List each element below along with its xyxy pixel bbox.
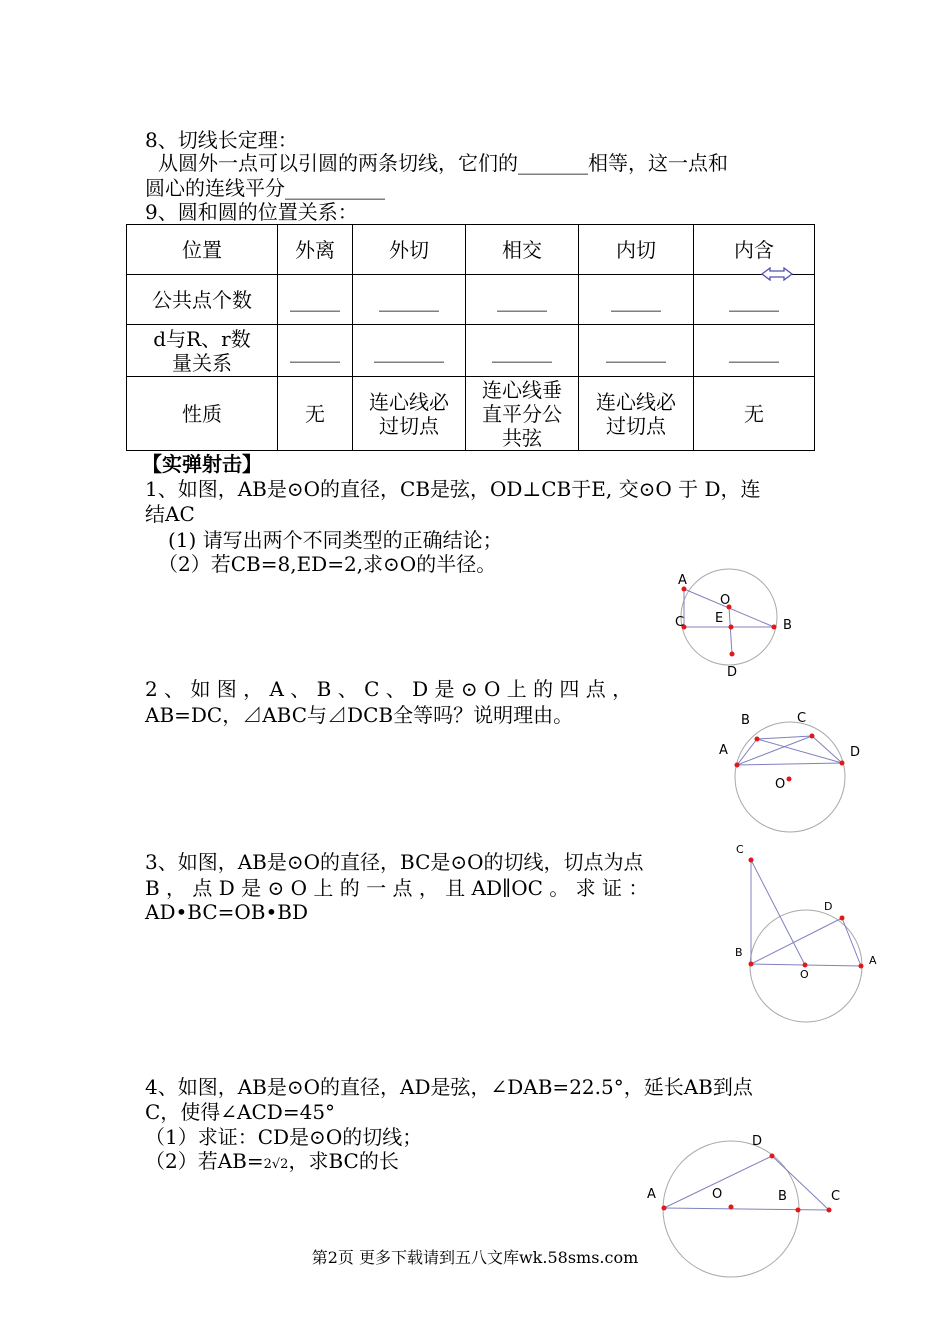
answer-blank: _____	[694, 325, 815, 377]
q1-label-d: D	[727, 665, 738, 680]
q4-line2: C，使得∠ACD=45°	[145, 1100, 336, 1124]
answer-blank: _______	[353, 325, 466, 377]
q4-label-d: D	[752, 1134, 763, 1149]
answer-blank: ______	[466, 325, 579, 377]
table-header-cell	[694, 225, 815, 275]
q4-part2-prefix: （2）若AB=	[145, 1149, 264, 1173]
q1-point-d	[730, 652, 735, 657]
q2-label-d: D	[850, 745, 861, 760]
q2-label-b: B	[741, 713, 750, 728]
q4-point-a	[662, 1206, 667, 1211]
row-label-common-points: 公共点个数	[127, 275, 278, 325]
property-line: 共弦	[502, 425, 542, 450]
property-cell	[579, 377, 694, 451]
q3-point-d	[840, 916, 845, 921]
answer-blank: _____	[278, 325, 353, 377]
q2-point-o	[787, 777, 792, 782]
q2-figure	[712, 705, 872, 835]
q4-part1: （1）求证：CD是⊙O的切线；	[145, 1125, 423, 1149]
q3-label-b: B	[735, 946, 743, 959]
q1-label-o: O	[720, 593, 731, 608]
section9-title: 9、圆和圆的位置关系：	[145, 200, 358, 224]
q1-part1: (1) 请写出两个不同类型的正确结论；	[168, 528, 503, 552]
section8-line2: 圆心的连线平分__________	[145, 176, 385, 200]
q2-label-o: O	[775, 777, 786, 792]
answer-blank: _____	[694, 275, 815, 325]
property-cell	[353, 377, 466, 451]
property-line: 连心线必	[596, 389, 676, 414]
property-line: 连心线必	[369, 389, 449, 414]
q4-part2	[145, 1149, 399, 1177]
practice-heading: 【实弹射击】	[142, 452, 262, 476]
q1-label-a: A	[678, 573, 687, 588]
q4-point-c	[827, 1208, 832, 1213]
row-label-line: 量关系	[172, 350, 232, 375]
property-line: 直平分公	[482, 401, 562, 426]
q4-label-b: B	[778, 1189, 787, 1204]
q3-label-d: D	[824, 900, 833, 913]
table-header-cell: 相交	[466, 225, 579, 275]
q3-line2: B ， 点 D 是 ⊙ O 上 的 一 点 ， 且 AD∥OC 。 求 证 ：	[145, 876, 649, 900]
q3-point-b	[749, 962, 754, 967]
q2-line1: 2 、 如 图 ， A 、 B 、 C 、 D 是 ⊙ O 上 的 四 点 ，	[145, 677, 633, 701]
answer-blank: _____	[579, 275, 694, 325]
q1-point-b	[772, 625, 777, 630]
q2-label-c: C	[797, 711, 807, 726]
q3-figure	[728, 838, 888, 1028]
q4-part2-suffix: ，求BC的长	[288, 1149, 399, 1173]
q4-label-c: C	[831, 1189, 841, 1204]
row-label-line: d与R、r数	[153, 326, 251, 351]
property-line: 无	[305, 401, 325, 426]
q1-line2: 结AC	[145, 502, 195, 526]
q3-point-a	[859, 964, 864, 969]
property-cell	[278, 377, 353, 451]
q4-label-o: O	[712, 1187, 723, 1202]
property-line: 连心线垂	[482, 377, 562, 402]
answer-blank: ______	[353, 275, 466, 325]
row-label-relation	[127, 325, 278, 377]
property-cell	[466, 377, 579, 451]
q3-label-a: A	[869, 954, 877, 967]
q1-figure	[670, 560, 810, 690]
section8-title: 8、切线长定理：	[145, 128, 298, 152]
q3-point-c	[749, 858, 754, 863]
q4-ab-value: 2√2	[263, 1157, 289, 1172]
table-header-cell: 外离	[278, 225, 353, 275]
property-line: 过切点	[379, 413, 439, 438]
header-label-neihan: 内含	[734, 237, 774, 262]
q3-line3: AD•BC=OB•BD	[145, 900, 309, 924]
table-header-cell: 内切	[579, 225, 694, 275]
q4-point-b	[796, 1208, 801, 1213]
row-label-property: 性质	[127, 377, 278, 451]
property-line: 无	[744, 401, 764, 426]
q2-point-c	[810, 734, 815, 739]
q3-line1: 3、如图，AB是⊙O的直径，BC是⊙O的切线，切点为点	[145, 850, 644, 874]
q2-label-a: A	[719, 743, 728, 758]
q4-line1: 4、如图，AB是⊙O的直径，AD是弦，∠DAB=22.5°，延长AB到点	[145, 1075, 753, 1099]
q1-label-b: B	[783, 618, 792, 633]
q4-point-d	[770, 1154, 775, 1159]
q2-point-d	[840, 761, 845, 766]
q4-point-o	[729, 1205, 734, 1210]
double-arrow-icon	[760, 267, 794, 281]
answer-blank: ______	[579, 325, 694, 377]
q1-line1: 1、如图，AB是⊙O的直径，CB是弦，OD⊥CB于E, 交⊙O 于 D，连	[145, 477, 761, 501]
q2-line2: AB=DC，⊿ABC与⊿DCB全等吗？说明理由。	[145, 703, 574, 727]
q2-point-a	[735, 763, 740, 768]
property-line: 过切点	[606, 413, 666, 438]
q3-label-c: C	[736, 843, 744, 856]
table-header-cell: 外切	[353, 225, 466, 275]
answer-blank: _____	[278, 275, 353, 325]
section8-line1: 从圆外一点可以引圆的两条切线，它们的_______相等，这一点和	[158, 151, 728, 175]
circle-relation-table	[126, 224, 815, 451]
q3-point-o	[803, 963, 808, 968]
table-header-cell: 位置	[127, 225, 278, 275]
q4-label-a: A	[647, 1187, 656, 1202]
page-footer: 第2页 更多下载请到五八文库wk.58sms.com	[311, 1248, 639, 1267]
q3-label-o: O	[800, 968, 809, 981]
q1-part2: （2）若CB=8,ED=2,求⊙O的半径。	[158, 552, 497, 576]
q1-label-e: E	[715, 611, 724, 626]
answer-blank: _____	[466, 275, 579, 325]
property-cell	[694, 377, 815, 451]
q1-label-c: C	[675, 615, 685, 630]
q1-point-e	[729, 625, 734, 630]
q2-point-b	[755, 737, 760, 742]
